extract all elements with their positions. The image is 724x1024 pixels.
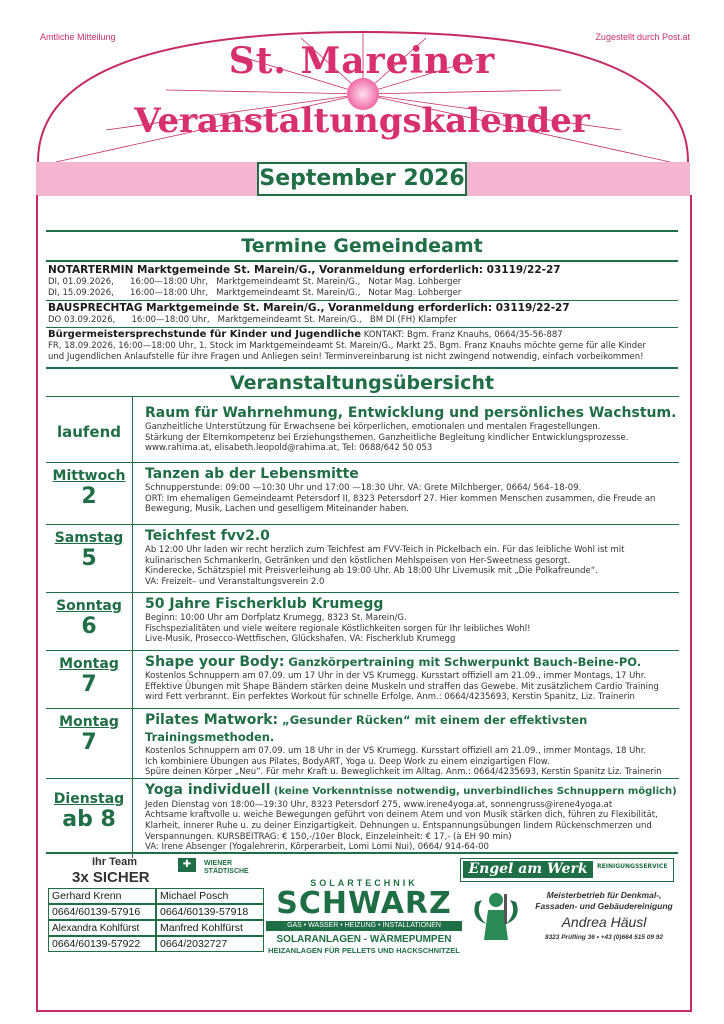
event-row (46, 778, 679, 858)
event-title-sub: Ganzkörpertraining mit Schwerpunkt Bauch-Beine-PO. (284, 655, 642, 669)
event-weekday: Montag (59, 714, 119, 730)
event-text: ORT: Im ehemaligen Gemeindeamt Petersdorf II, 8323 Petersdorf 27. Hier kommen Menschen zusammen, die Freude an (145, 493, 656, 504)
event-title (145, 782, 679, 800)
insurance-logo-text: WIENER STÄDTISCHE (204, 860, 249, 875)
delivery-note: Zugestellt durch Post.at (595, 32, 690, 42)
divider (46, 327, 678, 328)
insurance-logo-icon: ✚ (178, 858, 196, 872)
event-text: Kostenlos Schnuppern am 07.09. um 17 Uhr in der VS Krumegg. Kursstart offiziell am 21.09., immer Montags, 17 Uhr. (145, 671, 647, 681)
event-text: Ab 12:00 Uhr laden wir recht herzlich zum Teichfest am FVV-Teich in Pickelbach ein. Für das leibliche Wohl ist mit (145, 545, 625, 555)
event-title-main: Pilates Matwork: (145, 712, 279, 728)
divider (46, 300, 678, 301)
official-notice: Amtliche Mitteilung (40, 32, 116, 42)
agent-phone: 0664/2032727 (156, 936, 264, 952)
termin-notar (48, 264, 678, 298)
event-text: Jeden Dienstag von 18:00—19:30 Uhr, 8323 Petersdorf 275, www.irene4yoga.at, sonnengruss@irene4yoga.at (145, 799, 613, 810)
event-date-cell (46, 651, 133, 709)
termine-title: Termine Gemeindeamt (241, 235, 483, 257)
termin-notar-line: DI, 01.09.2026, 16:00—18:00 Uhr, Marktgemeindeamt St. Marein/G., Notar Mag. Lohberger (48, 277, 462, 287)
event-date-cell (46, 397, 133, 463)
cleaning-contact: 8323 Prüfling 36 • +43 (0)664 515 09 92 (544, 934, 664, 941)
termin-bm-line: FR, 18.09.2026, 16:00—18:00 Uhr, 1. Stock im Marktgemeindeamt St. Marein/G., Markt 25. Bgm. Franz Knauhs möchte gerne für alle Kinder (48, 341, 646, 351)
title-line-1: St. Mareiner (228, 40, 496, 82)
event-text: Verspannungen. KURSBEITRAG: € 150,-/10er Block, Einzeleinheit: € 17,- (à EH 90 min) (145, 831, 512, 842)
solar-logo-name: SCHWARZ (276, 886, 452, 921)
event-text: wird Fett verbrannt. Ein perfektes Workout für schnelle Erfolge. Anm.: 0664/4235693, Kerstin Spanitz, Liz. Trainerin (145, 692, 635, 703)
termin-bm-line: und Jugendlichen Anlaufstelle für ihre Fragen und Anliegen sein! Terminvereinbarung ist nicht zwingend notwendig, einfach vorbeikommen! (48, 351, 644, 362)
event-text: kulinarischen Schmankerln, Getränken und den köstlichen Mehlspeisen von Her-Sweetness gesorgt. (145, 555, 571, 566)
event-title: 50 Jahre Fischerklub Krumegg (145, 596, 384, 612)
event-weekday: Sonntag (56, 598, 122, 614)
event-text: Effektive Übungen mit Shape Bändern stärken deine Muskeln und straffen das Gewebe. Mit zusätzlichem Cardio Training (145, 681, 659, 692)
event-description (133, 593, 680, 651)
event-title: Raum für Wahrnehmung, Entwicklung und persönliches Wachstum. (145, 405, 677, 421)
agent-name: Gerhard Krenn (48, 888, 156, 904)
event-title (145, 712, 679, 746)
events-table (46, 396, 679, 858)
event-text: Achtsame kraftvolle u. weiche Bewegungen geführt von deinem Atem und von Musik stärken dich, führen zu Flexibilität, (145, 810, 658, 821)
cleaning-logo: Engel am Werk (463, 861, 593, 878)
agent-name: Manfred Kohlfürst (156, 920, 264, 936)
event-description (133, 525, 680, 593)
event-date: 5 (81, 546, 97, 571)
agent-phone: 0664/60139-57922 (48, 936, 156, 952)
event-date: 6 (81, 614, 97, 639)
event-description (133, 778, 680, 858)
solar-logo-top: SOLARTECHNIK (310, 878, 418, 888)
event-text: Kinderecke, Schätzspiel mit Preisverleihung ab 19:00 Uhr. Ab 18:00 Uhr Livemusik mit „Die Polkafreunde“. (145, 566, 598, 577)
event-row (46, 651, 679, 709)
cleaning-desc-line: Fassaden- und Gebäudereinigung (535, 901, 673, 911)
event-title-main: Yoga individuell (145, 781, 271, 798)
event-title-main: Shape your Body: (145, 654, 285, 670)
termin-bm-title: Bürgermeistersprechstunde für Kinder und Jugendliche (48, 329, 362, 340)
divider (46, 367, 678, 369)
cleaning-owner: Andrea Häusl (561, 914, 647, 930)
divider (46, 230, 678, 232)
event-title: Tanzen ab der Lebensmitte (145, 466, 359, 482)
event-text: Klarheit, innerer Ruhe u. zu deiner Einzigartigkeit. Dehnungen u. Entspannungsübungen lindern Rückenschmerzen und (145, 820, 652, 831)
event-row (46, 709, 679, 779)
event-text: Ganzheitliche Unterstützung für Erwachsene bei körperlichen, emotionalen und mentalen Fragestellungen. (145, 422, 601, 432)
event-text: Spüre deinen Körper „Neu“. Für mehr Kraft u. Beweglichkeit im Alltag. Anm.: 0664/4235693, Kerstin Spanitz Liz. Trainerin (145, 767, 662, 778)
event-weekday: Samstag (54, 530, 124, 546)
event-date: 2 (81, 484, 97, 509)
cleaning-logo-box (460, 858, 674, 882)
event-text: Beginn: 10:00 Uhr am Dorfplatz Krumegg, 8323 St. Marein/G. (145, 613, 407, 623)
event-title-sub: „Gesunder Rücken“ mit einem der effektivsten Trainingsmethoden. (145, 713, 588, 744)
event-weekday: Montag (59, 656, 119, 672)
event-text: VA: Freizeit– und Veranstaltungsverein 2.0 (145, 576, 325, 587)
termin-bau-line: DO 03.09.2026, 16:00—18:00 Uhr, Marktgemeindeamt St. Marein/G., BM DI (FH) Klampfer (48, 315, 457, 325)
event-weekday: Mittwoch (52, 468, 126, 484)
event-text: Ich kombiniere Übungen aus Pilates, BodyART, Yoga u. Deep Work zu einem einzigartigen Flow. (145, 756, 550, 767)
event-row (46, 593, 679, 651)
solar-services: GAS • WASSER • HEIZUNG • INSTALLATIONEN (266, 921, 462, 931)
event-text: Schnupperstunde: 09:00 —10:30 Uhr und 17:00 —18:30 Uhr. VA: Grete Milchberger, 0664/ 564–18-09. (145, 483, 582, 493)
divider (46, 852, 678, 854)
event-date: laufend (56, 423, 122, 441)
cleaning-desc (520, 890, 688, 912)
event-title-sub: (keine Vorkenntnisse notwendig, unverbindliches Schnuppern möglich) (270, 785, 677, 797)
event-date-cell (46, 593, 133, 651)
cleaning-tagline: REINIGUNGSSERVICE (597, 863, 668, 870)
event-date: ab 8 (62, 806, 116, 832)
termin-notar-title: NOTARTERMIN Marktgemeinde St. Marein/G., Voranmeldung erforderlich: 03119/22-27 (48, 264, 561, 276)
event-text: VA: Irene Absenger (Yogalehrerin, Körperarbeit, Lomi Lomi Nui), 0664/ 914-64-00 (145, 842, 489, 853)
event-weekday: Dienstag (53, 790, 125, 807)
event-date-cell (46, 778, 133, 858)
termin-buergermeister (48, 329, 678, 362)
event-title: Teichfest fvv2.0 (145, 528, 270, 544)
event-title (145, 654, 679, 671)
team-label: Ihr Team (92, 856, 138, 868)
event-row (46, 397, 679, 463)
cleaning-desc-line: Meisterbetrieb für Denkmal-, (546, 890, 662, 900)
event-description (133, 709, 680, 779)
solar-heating: HEIZANLAGEN FÜR PELLETS UND HACKSCHNITZEL (268, 946, 460, 955)
solar-products: SOLARANLAGEN - WÄRMEPUMPEN (276, 934, 452, 945)
event-text: Live-Musik, Prosecco-Wettfischen, Glückshafen. VA: Fischerklub Krumegg (145, 634, 456, 645)
event-text: Bewegung, Musik, Lachen und geselligem Miteinander haben. (145, 504, 409, 515)
event-text: www.rahima.at, elisabeth.leopold@rahima.at, Tel: 0688/642 50 053 (145, 443, 433, 454)
title-line-2: Veranstaltungskalender (134, 101, 590, 141)
agent-name: Michael Posch (156, 888, 264, 904)
event-date: 7 (81, 730, 97, 755)
agent-phone: 0664/60139-57916 (48, 904, 156, 920)
termin-notar-line: DI, 15.09.2026, 16:00—18:00 Uhr, Marktgemeindeamt St. Marein/G., Notar Mag. Lohberger (48, 287, 462, 298)
angel-icon (468, 888, 524, 948)
event-row (46, 525, 679, 593)
event-date: 7 (81, 672, 97, 697)
termin-bau-title: BAUSPRECHTAG Marktgemeinde St. Marein/G., Voranmeldung erforderlich: 03119/22-27 (48, 302, 570, 314)
divider (46, 260, 678, 262)
event-date-cell (46, 463, 133, 525)
event-text: Kostenlos Schnuppern am 07.09. um 18 Uhr in der VS Krumegg. Kursstart offiziell am 21.09., immer Montags, 18 Uhr. (145, 746, 647, 756)
event-description (133, 397, 680, 463)
agent-phone: 0664/60139-57918 (156, 904, 264, 920)
event-date-cell (46, 525, 133, 593)
event-text: Fischspezialitäten und viele weitere regionale Köstlichkeiten sorgen für Ihr leibliches Wohl! (145, 623, 531, 634)
team-slogan: 3x SICHER (72, 869, 150, 886)
month-label: September 2026 (257, 162, 467, 196)
agent-name: Alexandra Kohlfürst (48, 920, 156, 936)
event-text: Stärkung der Elternkompetenz bei Erziehungsthemen. Ganzheitliche Begleitung kindlicher Entwicklungsprozesse. (145, 432, 629, 443)
overview-title: Veranstaltungsübersicht (229, 372, 495, 394)
termin-bm-contact: KONTAKT: Bgm. Franz Knauhs, 0664/35-56-887 (361, 330, 563, 340)
termin-bau (48, 302, 678, 326)
event-description (133, 651, 680, 709)
event-date-cell (46, 709, 133, 779)
event-description (133, 463, 680, 525)
event-row (46, 463, 679, 525)
